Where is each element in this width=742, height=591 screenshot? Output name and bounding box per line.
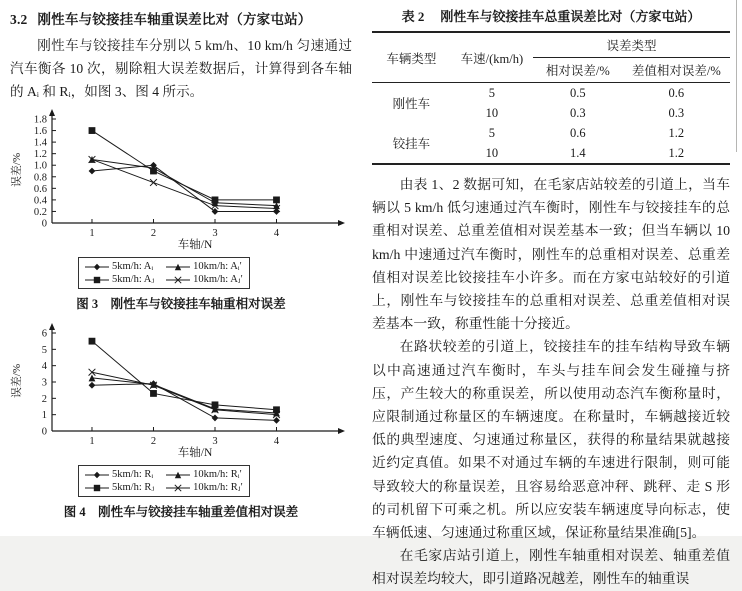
cell-speed: 5 (488, 85, 496, 100)
figure3-block (10, 107, 352, 312)
svg-text:3: 3 (212, 436, 218, 447)
legend-item (166, 481, 243, 494)
svg-text:1: 1 (89, 228, 95, 239)
cell-relative-error: 1.4 (570, 145, 586, 160)
svg-text:误差/%: 误差/% (11, 152, 23, 188)
svg-text:1.8: 1.8 (33, 114, 47, 126)
svg-text:1.2: 1.2 (33, 149, 47, 161)
cell-vehicle: 刚性车 (392, 97, 431, 111)
section-title: 刚性车与铰接挂车轴重误差比对（方家屯站） (37, 12, 312, 27)
svg-text:2: 2 (41, 393, 47, 405)
table2-title (372, 6, 730, 25)
svg-text:0.4: 0.4 (33, 195, 47, 207)
legend-item (166, 468, 243, 481)
triangle-marker-icon (166, 262, 190, 272)
x-marker-icon (166, 483, 190, 493)
svg-text:6: 6 (41, 328, 47, 340)
cell-relative-error: 0.3 (570, 105, 586, 120)
table2 (372, 31, 730, 165)
legend-label: 10km/h: Aᵢ′ (193, 261, 242, 272)
legend-label: 5km/h: Aⱼ (112, 274, 155, 285)
svg-text:1.6: 1.6 (33, 126, 47, 138)
figure4-chart (10, 321, 346, 459)
cell-speed: 10 (485, 145, 499, 160)
figure4-block (10, 321, 352, 520)
svg-text:3: 3 (41, 377, 47, 389)
legend-label: 10km/h: Aⱼ′ (193, 274, 243, 285)
figure4-caption: 图 4 刚性车与铰接挂车轴重差值相对误差 (63, 505, 299, 519)
legend-item (166, 273, 243, 286)
col-header-speed: 车速/(km/h) (451, 32, 533, 83)
legend-label: 10km/h: Rⱼ′ (193, 482, 243, 493)
svg-text:1.0: 1.0 (33, 160, 47, 172)
figure3-legend (78, 257, 250, 289)
cell-relative-error: 0.6 (570, 125, 586, 140)
legend-label: 5km/h: Aᵢ (112, 261, 154, 272)
cell-diff-relative-error: 0.6 (668, 85, 685, 100)
legend-item (166, 260, 243, 273)
svg-text:5: 5 (41, 344, 47, 356)
table-row (372, 83, 730, 104)
svg-text:3: 3 (212, 228, 218, 239)
cell-diff-relative-error: 1.2 (668, 125, 685, 140)
svg-text:误差/%: 误差/% (11, 363, 23, 399)
square-marker-icon (85, 275, 109, 285)
figure4-legend (78, 465, 250, 497)
svg-text:4: 4 (273, 228, 280, 239)
intro-paragraph: 刚性车与铰接挂车分别以 5 km/h、10 km/h 匀速通过汽车衡各 10 次，剔除粗大误差数据后，计算得到各车轴的 Aᵢ 和 Rᵢ，如图 3、图 4 所示。 (10, 38, 352, 99)
svg-text:0: 0 (41, 426, 47, 438)
svg-text:1: 1 (89, 436, 95, 447)
legend-item (85, 481, 154, 494)
svg-text:车轴/N: 车轴/N (177, 239, 213, 251)
body-paragraph-3: 在毛家店站引道上，刚性车轴重相对误差、轴重差值相对误差均较大，即引道路况越差，刚性车的轴重误 (372, 548, 730, 587)
col-header-diff-relative-error: 差值相对误差/% (623, 58, 730, 83)
x-marker-icon (166, 275, 190, 285)
cell-relative-error: 0.5 (570, 85, 586, 100)
svg-text:车轴/N: 车轴/N (177, 447, 213, 459)
svg-text:4: 4 (41, 361, 47, 373)
col-header-vehicle-type: 车辆类型 (372, 32, 451, 83)
legend-label: 5km/h: Rⱼ (112, 482, 155, 493)
right-column (358, 0, 742, 587)
cell-diff-relative-error: 0.3 (668, 105, 685, 120)
diamond-marker-icon (85, 262, 109, 272)
cell-speed: 5 (488, 125, 496, 140)
diamond-marker-icon (85, 470, 109, 480)
legend-item (85, 260, 154, 273)
section-heading (10, 8, 352, 28)
svg-text:2: 2 (150, 228, 157, 239)
svg-text:1: 1 (41, 410, 47, 422)
svg-text:0.8: 0.8 (33, 172, 47, 184)
legend-item (85, 468, 154, 481)
svg-text:0.2: 0.2 (33, 206, 47, 218)
figure3-caption: 图 3 刚性车与铰接挂车轴重相对误差 (76, 297, 286, 311)
col-header-relative-error: 相对误差/% (533, 58, 623, 83)
left-column (0, 0, 358, 536)
table2-title-text: 刚性车与铰接挂车总重误差比对（方家屯站） (440, 9, 701, 24)
svg-text:1.4: 1.4 (33, 137, 47, 149)
legend-label: 5km/h: Rᵢ (112, 469, 154, 480)
legend-item (85, 273, 154, 286)
table2-label: 表 2 (401, 9, 425, 24)
triangle-marker-icon (166, 470, 190, 480)
cell-speed: 10 (485, 105, 499, 120)
page-edge-line (736, 0, 737, 152)
body-paragraph-1: 由表 1、2 数据可知，在毛家店站较差的引道上，当车辆以 5 km/h 低匀速通过汽车衡时，刚性车与铰接挂车的总重相对误差、总重差值相对误差基本一致；但当车辆以 10 km/h 中速通过汽车衡时，刚性车的总重相对误差、总重差值相对误差比铰接挂车小许多。而在方家屯站较好的引道上，刚性车与铰接挂车的总重相对误差、总重差值相对误差基本一致，称重性能十分接近。 (372, 177, 730, 332)
section-number: 3.2 (10, 12, 28, 27)
svg-text:2: 2 (150, 436, 157, 447)
square-marker-icon (85, 483, 109, 493)
svg-text:0: 0 (41, 218, 47, 230)
cell-vehicle: 铰挂车 (392, 137, 431, 151)
svg-text:4: 4 (273, 436, 280, 447)
figure3-chart (10, 107, 346, 251)
col-header-error-type: 误差类型 (533, 32, 730, 58)
table-row (372, 123, 730, 143)
cell-diff-relative-error: 1.2 (668, 145, 685, 160)
legend-label: 10km/h: Rᵢ′ (193, 469, 242, 480)
svg-text:0.6: 0.6 (33, 183, 47, 195)
body-paragraph-2: 在路状较差的引道上，铰接挂车的挂车结构导致车辆以中高速通过汽车衡时，车头与挂车间会发生碰撞与挤压，产生较大的称重误差，所以使用动态汽车衡称量时，应限制通过称量区的车辆速度。在称量时，车辆越接近较低的典型速度、匀速通过称量区，获得的称量结果就越接近约定真值。如果不对通过车辆的车速进行限制，则可能导致较大的称量误差，且容易给恶意冲秤、跳秤、走 S 形的司机留下可乘之机。所以应安装车辆速度导向标志，使车辆低速、匀速通过称重区域，保证称量结果准确[5]。 (372, 339, 730, 541)
